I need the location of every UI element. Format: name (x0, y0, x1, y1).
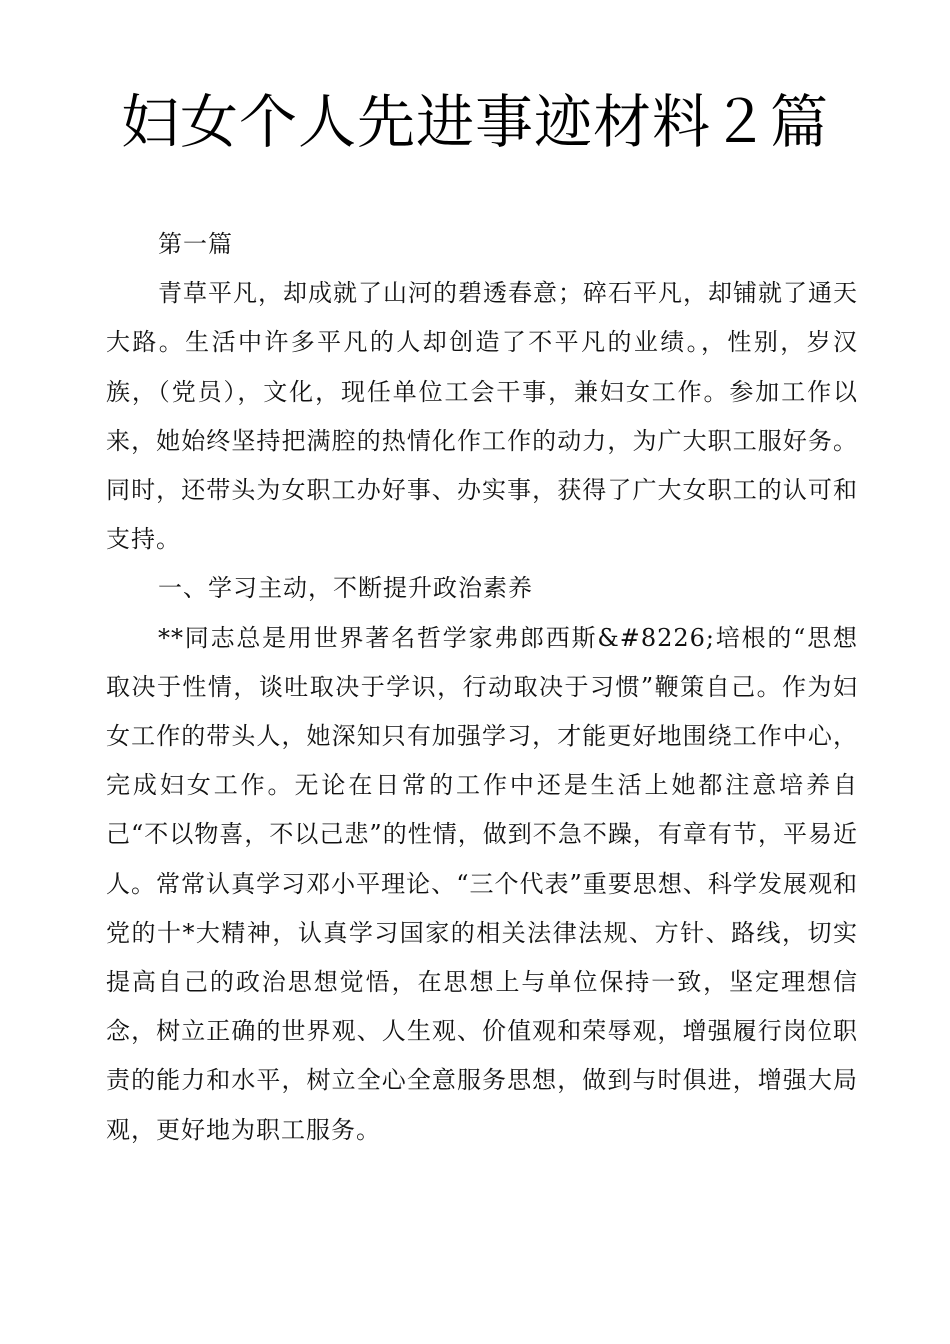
paragraph-study: **同志总是用世界著名哲学家弗郎西斯&#8226;培根的“思想取决于性情，谈吐取决于学识，行动取决于习惯”鞭策自己。作为妇女工作的带头人，她深知只有加强学习，才能更好地围绕工作中心，完成妇女工作。无论在日常的工作中还是生活上她都注意培养自己“不以物喜，不以己悲”的性情，做到不急不躁，有章有节，平易近人。常常认真学习邓小平理论、“三个代表”重要思想、科学发展观和党的十*大精神，认真学习国家的相关法律法规、方针、路线，切实提高自己的政治思想觉悟，在思想上与单位保持一致，坚定理想信念，树立正确的世界观、人生观、价值观和荣辱观，增强履行岗位职责的能力和水平，树立全心全意服务思想，做到与时俱进，增强大局观，更好地为职工服务。 (106, 623, 858, 1144)
section-heading-first: 第一篇 (158, 230, 233, 258)
document-title: 妇女个人先进事迹材料２篇 (120, 88, 829, 156)
paragraph-intro: 青草平凡，却成就了山河的碧透春意；碎石平凡，却铺就了通天大路。生活中许多平凡的人却创造了不平凡的业绩。，性别，岁汉族，（党员），文化，现任单位工会干事，兼妇女工作。参加工作以来，她始终坚持把满腔的热情化作工作的动力，为广大职工服好务。同时，还带头为女职工办好事、办实事，获得了广大女职工的认可和支持。 (106, 279, 858, 554)
document-body (106, 220, 858, 1155)
section-heading-study: 一、学习主动，不断提升政治素养 (158, 574, 533, 603)
